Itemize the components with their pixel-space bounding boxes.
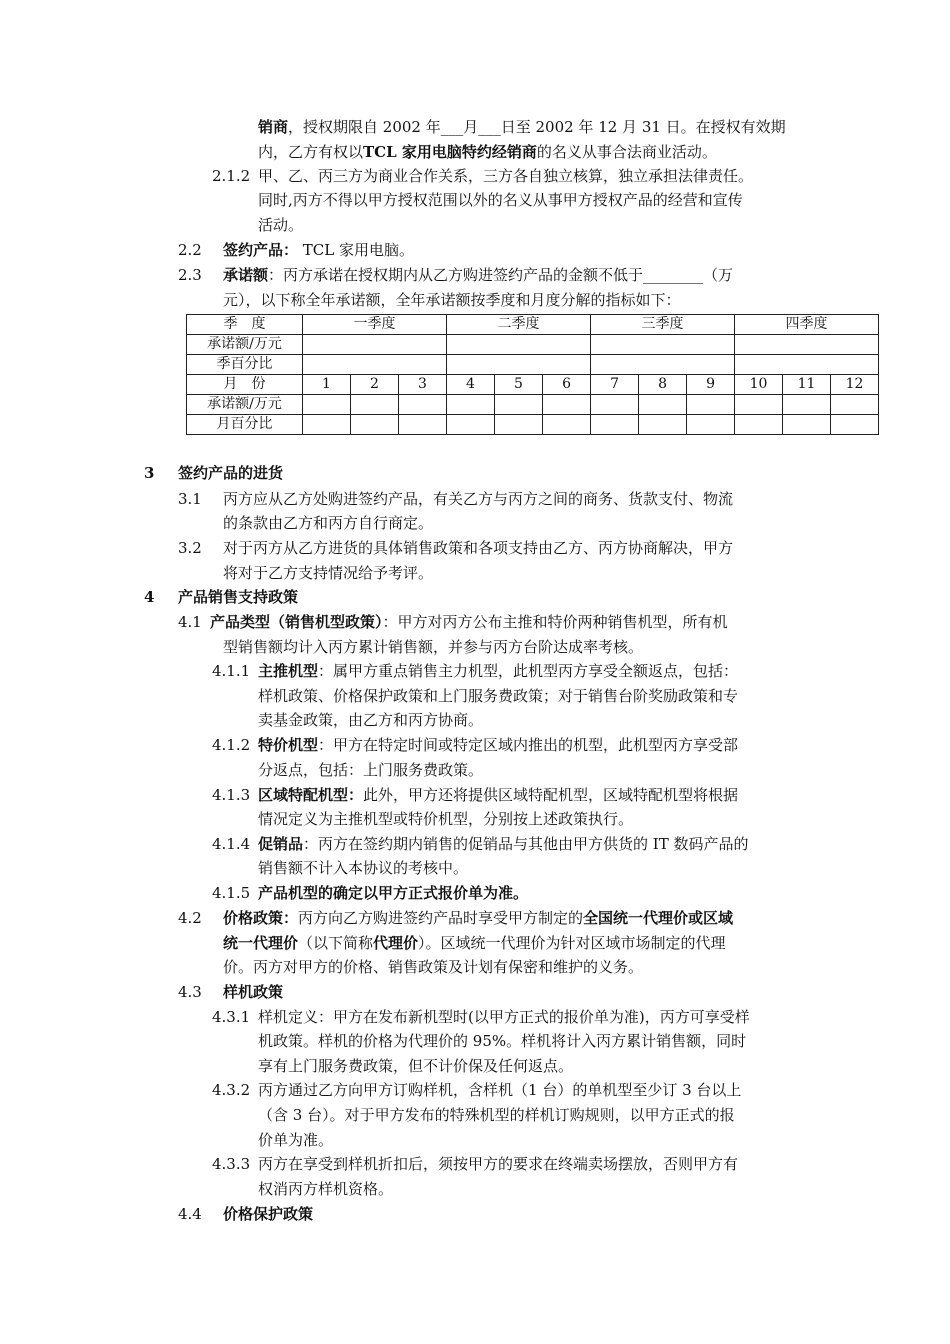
- clause-4-1-4-text1: ：丙方在签约期内销售的促销品与其他由甲方供货的 IT 数码产品的: [303, 835, 749, 853]
- clause-4-2-text2d: ）。区域统一代理价为针对区域市场制定的代理: [418, 934, 726, 952]
- clause-4-1-1-text1: ：属甲方重点销售主力机型，此机型丙方享受全额返点，包括：: [318, 662, 739, 680]
- input-cell[interactable]: [351, 415, 399, 435]
- auth-scope-pre: 内，乙方有权以: [258, 143, 364, 161]
- input-cell[interactable]: [303, 335, 447, 355]
- clause-4-3-1-line1: 样机定义：甲方在发布新机型时(以甲方正式的报价单为准)，丙方可享受样: [258, 1008, 750, 1026]
- clause-4-1-1-label: 主推机型: [258, 662, 319, 680]
- clause-4-1-5-number: 4.1.5: [212, 884, 251, 902]
- row-label: 月百分比: [187, 415, 303, 435]
- clause-4-1-3-line1: [258, 785, 738, 805]
- input-cell[interactable]: [447, 395, 495, 415]
- clause-4-1-4-line2: 销售额不计入本协议的考核中。: [258, 859, 469, 877]
- quarter-commit-row: [187, 335, 879, 355]
- month-header-row: [187, 375, 879, 395]
- month-cell: 8: [639, 375, 687, 395]
- clause-2-2-text: TCL 家用电脑。: [298, 241, 414, 259]
- month-cell: 12: [831, 375, 879, 395]
- quarter-cell: 三季度: [591, 315, 735, 335]
- clause-4-1-1-number: 4.1.1: [212, 662, 251, 680]
- month-cell: 3: [399, 375, 447, 395]
- row-label: 季百分比: [187, 355, 303, 375]
- clause-4-2-text1a: 丙方向乙方购进签约产品时享受甲方制定的: [298, 909, 584, 927]
- quarter-percent-row: [187, 355, 879, 375]
- section-3-number: 3: [144, 464, 155, 482]
- clause-4-1-2-line2: 分返点，包括：上门服务费政策。: [258, 761, 484, 779]
- commitment-table: [186, 314, 879, 435]
- quarter-cell: 四季度: [735, 315, 879, 335]
- auth-scope-post: 的名义从事合法商业活动。: [536, 143, 717, 161]
- month-cell: 1: [303, 375, 351, 395]
- input-cell[interactable]: [447, 335, 591, 355]
- clause-2-2-line: [223, 240, 414, 260]
- input-cell[interactable]: [783, 395, 831, 415]
- section-4-title: 产品销售支持政策: [178, 588, 299, 606]
- clause-2-1-2-line2: 同时,丙方不得以甲方授权范围以外的名义从事甲方授权产品的经营和宣传: [258, 191, 743, 209]
- month-cell: 2: [351, 375, 399, 395]
- clause-4-3-2-line2: （含 3 台）。对于甲方发布的特殊机型的样机订购规则，以甲方正式的报: [258, 1106, 735, 1124]
- clause-4-1-2-number: 4.1.2: [212, 736, 251, 754]
- input-cell[interactable]: [591, 355, 735, 375]
- input-cell[interactable]: [495, 395, 543, 415]
- clause-4-2-line1: [223, 908, 733, 928]
- input-cell[interactable]: [687, 395, 735, 415]
- clause-4-1-3-line2: 情况定义为主推机型或特价机型，分别按上述政策执行。: [258, 810, 634, 828]
- auth-period-text: ，授权期限自 2002 年___月___日至 2002 年 12 月 31 日。在授权有效期: [288, 118, 786, 136]
- month-cell: 6: [543, 375, 591, 395]
- clause-4-2-text1b: 全国统一代理价或区域: [583, 909, 734, 927]
- input-cell[interactable]: [543, 395, 591, 415]
- input-cell[interactable]: [399, 415, 447, 435]
- clause-4-1-3-label: 区域特配机型：: [258, 786, 364, 804]
- input-cell[interactable]: [303, 415, 351, 435]
- clause-4-1-number: 4.1: [178, 613, 202, 631]
- clause-4-2-text2c: 代理价: [373, 934, 419, 952]
- clause-3-1-number: 3.1: [178, 490, 202, 508]
- clause-3-2-line2: 将对于乙方支持情况给予考评。: [223, 564, 434, 582]
- clause-4-1-2-label: 特价机型: [258, 736, 319, 754]
- clause-2-1-2-number: 2.1.2: [212, 167, 251, 185]
- clause-4-3-1-number: 4.3.1: [212, 1008, 251, 1026]
- month-cell: 11: [783, 375, 831, 395]
- clause-4-3-title: 样机政策: [223, 983, 284, 1001]
- month-cell: 9: [687, 375, 735, 395]
- clause-4-2-line2: [223, 933, 726, 953]
- input-cell[interactable]: [543, 415, 591, 435]
- clause-4-1-label: 产品类型（销售机型政策）: [210, 613, 383, 631]
- clause-3-1-line2: 的条款由乙方和丙方自行商定。: [223, 514, 434, 532]
- clause-4-3-1-line3: 享有上门服务费政策，但不计价保及任何返点。: [258, 1057, 574, 1075]
- quarter-header-cell: 季 度: [187, 315, 303, 335]
- input-cell[interactable]: [351, 395, 399, 415]
- auth-scope-title: TCL 家用电脑特约经销商: [363, 143, 537, 161]
- input-cell[interactable]: [735, 335, 879, 355]
- quarter-cell: 二季度: [447, 315, 591, 335]
- month-cell: 5: [495, 375, 543, 395]
- clause-4-1-4-label: 促销品: [258, 835, 304, 853]
- clause-4-2-number: 4.2: [178, 909, 202, 927]
- clause-2-2-label: 签约产品：: [223, 241, 299, 259]
- input-cell[interactable]: [639, 415, 687, 435]
- row-label: 承诺额/万元: [187, 335, 303, 355]
- input-cell[interactable]: [399, 395, 447, 415]
- clause-4-1-1-line3: 卖基金政策，由乙方和丙方协商。: [258, 711, 484, 729]
- input-cell[interactable]: [447, 415, 495, 435]
- input-cell[interactable]: [831, 395, 879, 415]
- section-4-number: 4: [144, 588, 155, 606]
- input-cell[interactable]: [639, 395, 687, 415]
- clause-4-3-3-line1: 丙方在享受到样机折扣后，须按甲方的要求在终端卖场摆放，否则甲方有: [258, 1155, 739, 1173]
- month-cell: 4: [447, 375, 495, 395]
- clause-4-3-number: 4.3: [178, 983, 202, 1001]
- row-label: 承诺额/万元: [187, 395, 303, 415]
- input-cell[interactable]: [735, 415, 783, 435]
- quarter-header-row: [187, 315, 879, 335]
- clause-2-3-line2: 元），以下称全年承诺额，全年承诺额按季度和月度分解的指标如下：: [223, 291, 681, 309]
- clause-3-2-number: 3.2: [178, 539, 202, 557]
- clause-4-3-3-number: 4.3.3: [212, 1155, 251, 1173]
- clause-2-3-number: 2.3: [178, 266, 202, 284]
- input-cell[interactable]: [831, 415, 879, 435]
- auth-dealer-fragment: 销商: [258, 118, 289, 136]
- input-cell[interactable]: [495, 415, 543, 435]
- clause-2-1-2-line1: 甲、乙、丙三方为商业合作关系，三方各自独立核算，独立承担法律责任。: [258, 167, 754, 185]
- clause-3-1-line1: 丙方应从乙方处购进签约产品，有关乙方与丙方之间的商务、货款支付、物流: [223, 490, 734, 508]
- clause-4-1-3-number: 4.1.3: [212, 786, 251, 804]
- clause-4-4-title: 价格保护政策: [223, 1205, 314, 1223]
- month-commit-row: [187, 395, 879, 415]
- clause-4-1-2-line1: [258, 735, 738, 755]
- clause-4-3-2-line1: 丙方通过乙方向甲方订购样机，含样机（1 台）的单机型至少订 3 台以上: [258, 1081, 742, 1099]
- clause-4-3-3-line2: 权消丙方样机资格。: [258, 1180, 394, 1198]
- clause-3-2-line1: 对于丙方从乙方进货的具体销售政策和各项支持由乙方、丙方协商解决，甲方: [223, 539, 734, 557]
- auth-period-line: [258, 117, 786, 137]
- quarter-cell: 一季度: [303, 315, 447, 335]
- clause-4-3-1-line2: 机政策。样机的价格为代理价的 95%。样机将计入丙方累计销售额，同时: [258, 1032, 747, 1050]
- clause-4-1-2-text1: ：甲方在特定时间或特定区域内推出的机型，此机型丙方享受部: [318, 736, 739, 754]
- input-cell[interactable]: [591, 415, 639, 435]
- clause-2-2-number: 2.2: [178, 241, 202, 259]
- input-cell[interactable]: [303, 355, 447, 375]
- clause-4-1-1-line1: [258, 661, 738, 681]
- clause-2-1-2-line3: 活动。: [258, 216, 304, 234]
- clause-4-1-4-number: 4.1.4: [212, 835, 251, 853]
- clause-4-1-4-line1: [258, 834, 749, 854]
- input-cell[interactable]: [783, 415, 831, 435]
- clause-4-2-text2b: （以下简称: [298, 934, 374, 952]
- input-cell[interactable]: [687, 415, 735, 435]
- input-cell[interactable]: [591, 335, 735, 355]
- input-cell[interactable]: [591, 395, 639, 415]
- clause-4-4-number: 4.4: [178, 1205, 202, 1223]
- clause-2-3-text1: ：丙方承诺在授权期内从乙方购进签约产品的金额不低于________（万: [268, 266, 734, 284]
- input-cell[interactable]: [447, 355, 591, 375]
- section-3-title: 签约产品的进货: [178, 464, 284, 482]
- input-cell[interactable]: [735, 355, 879, 375]
- month-cell: 10: [735, 375, 783, 395]
- clause-4-3-2-number: 4.3.2: [212, 1081, 251, 1099]
- clause-4-3-2-line3: 价单为准。: [258, 1131, 334, 1149]
- clause-4-1-text1: ：甲方对丙方公布主推和特价两种销售机型，所有机: [382, 613, 728, 631]
- month-cell: 7: [591, 375, 639, 395]
- clause-2-3-line1: [223, 265, 733, 285]
- clause-4-1-line1: [210, 612, 728, 632]
- auth-scope-line: [258, 142, 717, 162]
- clause-4-1-3-text1: 此外，甲方还将提供区域特配机型，区域特配机型将根据: [363, 786, 739, 804]
- clause-4-2-line3: 价。丙方对甲方的价格、销售政策及计划有保密和维护的义务。: [223, 958, 644, 976]
- input-cell[interactable]: [303, 395, 351, 415]
- input-cell[interactable]: [735, 395, 783, 415]
- clause-4-1-1-line2: 样机政策、价格保护政策和上门服务费政策；对于销售台阶奖励政策和专: [258, 687, 739, 705]
- month-header-cell: 月 份: [187, 375, 303, 395]
- month-percent-row: [187, 415, 879, 435]
- clause-4-1-5-text: 产品机型的确定以甲方正式报价单为准。: [258, 884, 529, 902]
- clause-2-3-label: 承诺额: [223, 266, 269, 284]
- clause-4-1-line2: 型销售额均计入丙方累计销售额，并参与丙方台阶达成率考核。: [223, 638, 644, 656]
- clause-4-2-label: 价格政策：: [223, 909, 299, 927]
- clause-4-2-text2a: 统一代理价: [223, 934, 299, 952]
